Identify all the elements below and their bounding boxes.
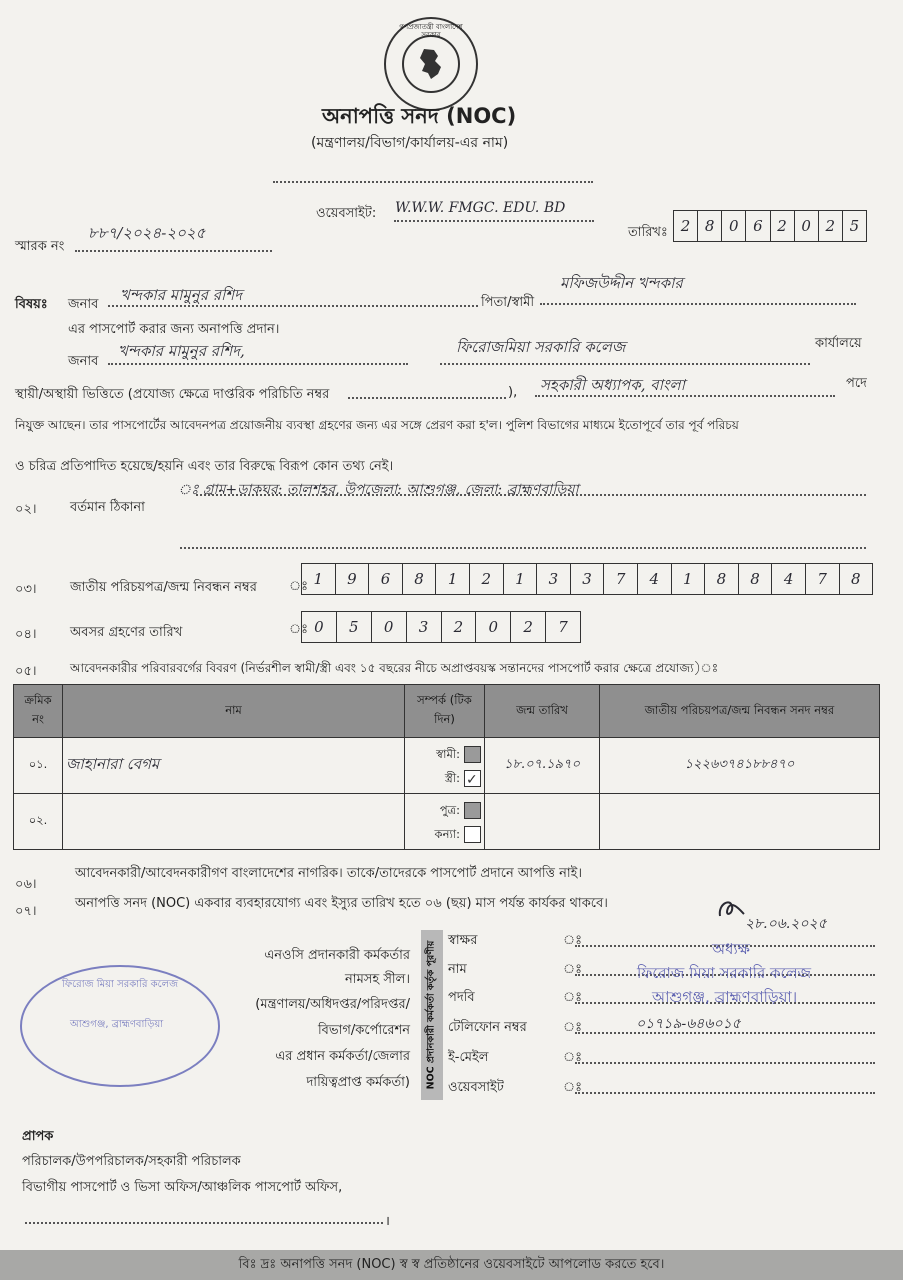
retirement-digit: 0: [302, 612, 337, 642]
retirement-digit: 7: [558, 618, 568, 636]
footer-note: বিঃ দ্রঃ অনাপত্তি সনদ (NOC) স্ব স্ব প্রতিষ্ঠানের ওয়েবসাইটে আপলোড করতে হবে।: [238, 1257, 665, 1272]
retirement-digit: 3: [407, 612, 442, 642]
recipient-line2: বিভাগীয় পাসপোর্ট ও ভিসা অফিস/আঞ্চলিক পাসপোর্ট অফিস,: [22, 1180, 343, 1195]
signature: [716, 896, 746, 928]
col-dob: জন্ম তারিখ: [485, 685, 600, 738]
nid-digit: 6: [369, 564, 403, 594]
family-table: [13, 684, 880, 850]
husband-checkbox[interactable]: [464, 746, 481, 763]
item-03-label: জাতীয় পরিচয়পত্র/জন্ম নিবন্ধন নম্বর: [70, 580, 257, 595]
retirement-digit: 0: [372, 612, 407, 642]
body-line2-start: স্থায়ী/অস্থায়ী ভিত্তিতে (প্রযোজ্য ক্ষেত্রে দাপ্তরিক পরিচিতি নম্বর: [15, 387, 330, 402]
wife-checkbox[interactable]: [464, 770, 481, 787]
officer-field-label: ই-মেইল: [448, 1050, 489, 1065]
row2-name: [63, 794, 405, 850]
officer-left-line: (মন্ত্রণালয়/অধিদপ্তর/পরিদপ্তর/: [255, 997, 410, 1012]
footer-note-bar: [0, 1250, 903, 1280]
retirement-digit: 0: [476, 612, 511, 642]
row1-dob: ১৮.০৭.১৯৭০: [485, 738, 600, 794]
parent-label: পিতা/স্বামী: [481, 295, 535, 310]
officer-left-line: নামসহ সীল।: [345, 972, 410, 987]
body-name: খন্দকার মামুনুর রশিদ,: [118, 342, 245, 360]
bangladesh-map-icon: [402, 35, 460, 93]
officer-field-colon: ঃ: [563, 933, 583, 948]
item-05-number: ০৫।: [15, 664, 37, 679]
row1-relation: স্বামী: স্ত্রী:✓: [405, 738, 485, 794]
daughter-checkbox[interactable]: [464, 826, 481, 843]
nid-digit: 8: [739, 564, 773, 594]
vertical-label-bar: NOC প্রদানকারী কর্মকর্তা কর্তৃক পূরণীয়: [421, 930, 443, 1100]
nid-digit: 4: [638, 564, 672, 594]
officer-left-line: এর প্রধান কর্মকর্তা/জেলার: [275, 1049, 410, 1064]
officer-field-label: পদবি: [448, 990, 475, 1005]
date-digit: 6: [746, 211, 770, 241]
col-name: নাম: [63, 685, 405, 738]
present-address: ঃ গ্রাম+ডাকঘর: তালশহর, উপজেলা: আশুগঞ্জ, জেলা: ব্রাহ্মণবাড়িয়া: [178, 482, 579, 498]
body-line2-end: পদে: [846, 376, 867, 391]
row2-nid: [600, 794, 880, 850]
officer-field-colon: ঃ: [563, 1080, 583, 1095]
nid-digit: 9: [336, 564, 370, 594]
item-03-number: ০৩।: [15, 582, 37, 597]
officer-left-line: বিভাগ/কর্পোরেশন: [317, 1023, 410, 1038]
retirement-digit: 2: [511, 612, 546, 642]
memo-label: স্মারক নং: [15, 239, 65, 254]
recipient-label: প্রাপক: [22, 1129, 54, 1144]
office-name-line: [273, 181, 593, 183]
item-06-number: ০৬।: [15, 877, 37, 892]
item-02-label: বর্তমান ঠিকানা: [70, 500, 145, 515]
retirement-date-boxes: [301, 611, 581, 643]
nid-digit: 3: [571, 564, 605, 594]
nid-digit: 8: [705, 564, 739, 594]
stamp-institution-name: ফিরোজ মিয়া সরকারি কলেজ: [637, 964, 812, 982]
seal-text: গণপ্রজাতন্ত্রী বাংলাদেশ সরকার: [399, 23, 463, 39]
government-seal: [384, 17, 478, 111]
subject-janab: জনাব: [68, 297, 99, 312]
date-digit: 8: [698, 211, 722, 241]
officer-field-label: টেলিফোন নম্বর: [448, 1020, 527, 1035]
officer-field-colon: ঃ: [563, 962, 583, 977]
officer-field-label: নাম: [448, 962, 467, 977]
stamp-title: অধ্যক্ষ: [712, 940, 750, 958]
designation: সহকারী অধ্যাপক, বাংলা: [540, 376, 685, 394]
officer-field-colon: ঃ: [563, 1020, 583, 1035]
row1-serial: ০১.: [14, 738, 63, 794]
officer-left-line: দায়িত্বপ্রাপ্ত কর্মকর্তা): [306, 1075, 410, 1090]
row2-serial: ০২.: [14, 794, 63, 850]
nid-digit: 8: [851, 570, 861, 588]
son-checkbox[interactable]: [464, 802, 481, 819]
body-line4: ও চরিত্র প্রতিপাদিত হয়েছে/হয়নি এবং তার বিরুদ্ধে বিরূপ কোন তথ্য নেই।: [15, 459, 394, 474]
memo-value: ৮৮৭/২০২৪-২০২৫: [88, 224, 206, 242]
item-04-number: ০৪।: [15, 627, 37, 642]
parent-name: মফিজউদ্দীন খন্দকার: [560, 274, 683, 292]
nid-digit: 4: [772, 564, 806, 594]
retirement-digit: 5: [337, 612, 372, 642]
col-nid: জাতীয় পরিচয়পত্র/জন্ম নিবন্ধন সনদ নম্বর: [600, 685, 880, 738]
col-relation: সম্পর্ক (টিক দিন): [405, 685, 485, 738]
document-title: অনাপত্তি সনদ (NOC): [322, 104, 517, 128]
item-07-number: ০৭।: [15, 904, 37, 919]
date-digit: 0: [722, 211, 746, 241]
body-line3: নিযুক্ত আছেন। তার পাসপোর্টের আবেদনপত্র প্রয়োজনীয় ব্যবস্থা গ্রহণের জন্য এর সঙ্গে প্রেরণ করা হ'ল। পুলিশ বিভাগের মাধ্যমে ইতোপূর্বে তার পূর্ব পরিচয়: [15, 418, 739, 432]
date-digit: 5: [849, 217, 860, 235]
phone-value: ০১৭১৯-৬৪৬০১৫: [636, 1016, 741, 1032]
website-label: ওয়েবসাইট:: [316, 206, 377, 221]
item-04-colon: ঃ: [289, 622, 309, 637]
document-subtitle: (মন্ত্রণালয়/বিভাগ/কার্যালয়-এর নাম): [311, 135, 509, 151]
office-name: ফিরোজমিয়া সরকারি কলেজ: [456, 338, 626, 356]
officer-field-label: স্বাক্ষর: [448, 933, 478, 948]
nid-digit: 8: [403, 564, 437, 594]
nid-digit: 7: [806, 564, 840, 594]
date-digit: 2: [674, 211, 698, 241]
nid-digit-boxes: [301, 563, 873, 595]
officer-field-colon: ঃ: [563, 1050, 583, 1065]
row1-nid: ১২২৬৩৭৪১৮৮৪৭০: [600, 738, 880, 794]
row2-dob: [485, 794, 600, 850]
officer-field-line[interactable]: [575, 1062, 875, 1064]
item-03-colon: ঃ: [289, 579, 309, 594]
body-janab: জনাব: [68, 354, 99, 369]
applicant-name: খন্দকার মামুনুর রশিদ: [120, 286, 243, 304]
office-suffix: কার্যালয়ে: [815, 336, 862, 351]
website-value: W.W.W. FMGC. EDU. BD: [395, 200, 566, 216]
nid-digit: 1: [504, 564, 538, 594]
item-05-label: আবেদনকারীর পরিবারবর্গের বিবরণ (নির্ভরশীল স্বামী/স্ত্রী এবং ১৫ বছরের নীচে অপ্রাপ্তবয়স্ক সন্তানদের পাসপোর্ট করার ক্ষেত্রে প্রযোজ্য)ঃ: [70, 661, 719, 675]
retirement-digit: 2: [442, 612, 477, 642]
stamp-place: আশুগঞ্জ, ব্রাহ্মণবাড়িয়া।: [652, 988, 798, 1006]
item-04-label: অবসর গ্রহণের তারিখ: [70, 625, 183, 640]
nid-digit: 1: [436, 564, 470, 594]
item-02-number: ০২।: [15, 502, 37, 517]
item-06-text: আবেদনকারী/আবেদনকারীগণ বাংলাদেশের নাগরিক। তাকে/তাদেরকে পাসপোর্ট প্রদানে আপত্তি নাই।: [75, 866, 583, 881]
institution-round-stamp: ফিরোজ মিয়া সরকারি কলেজ আশুগঞ্জ, ব্রাহ্মণবাড়িয়া: [20, 965, 220, 1087]
table-row: [14, 794, 880, 850]
body-line2-mid: ),: [508, 385, 518, 400]
subject-line2: এর পাসপোর্ট করার জন্য অনাপত্তি প্রদান।: [68, 322, 280, 337]
recipient-line1: পরিচালক/উপপরিচালক/সহকারী পরিচালক: [22, 1154, 241, 1169]
col-serial: ক্রমিক নং: [14, 685, 63, 738]
nid-digit: 2: [470, 564, 504, 594]
nid-digit: 3: [537, 564, 571, 594]
family-table-header: [14, 685, 880, 738]
table-row: [14, 738, 880, 794]
officer-field-label: ওয়েবসাইট: [448, 1080, 504, 1095]
row2-relation: পুত্র: কন্যা:: [405, 794, 485, 850]
officer-field-colon: ঃ: [563, 990, 583, 1005]
date-label: তারিখঃ: [628, 225, 668, 240]
subject-label: বিষয়ঃ: [15, 297, 48, 312]
recipient-end: ।: [385, 1214, 390, 1229]
date-digit: 0: [795, 211, 819, 241]
nid-digit: 1: [302, 564, 336, 594]
officer-left-line: এনওসি প্রদানকারী কর্মকর্তার: [264, 948, 410, 963]
date-digit: 2: [819, 211, 843, 241]
row1-name: জাহানারা বেগম: [63, 738, 405, 794]
date-digit: 2: [771, 211, 795, 241]
sign-date: ২৮.০৬.২০২৫: [745, 916, 827, 932]
officer-field-line[interactable]: [575, 1092, 875, 1094]
item-07-text: অনাপত্তি সনদ (NOC) একবার ব্যবহারযোগ্য এবং ইস্যুর তারিখ হতে ০৬ (ছয়) মাস পর্যন্ত কার্যকর থাকবে।: [75, 896, 608, 911]
nid-digit: 7: [604, 564, 638, 594]
nid-digit: 1: [672, 564, 706, 594]
date-digit-boxes: [673, 210, 867, 242]
